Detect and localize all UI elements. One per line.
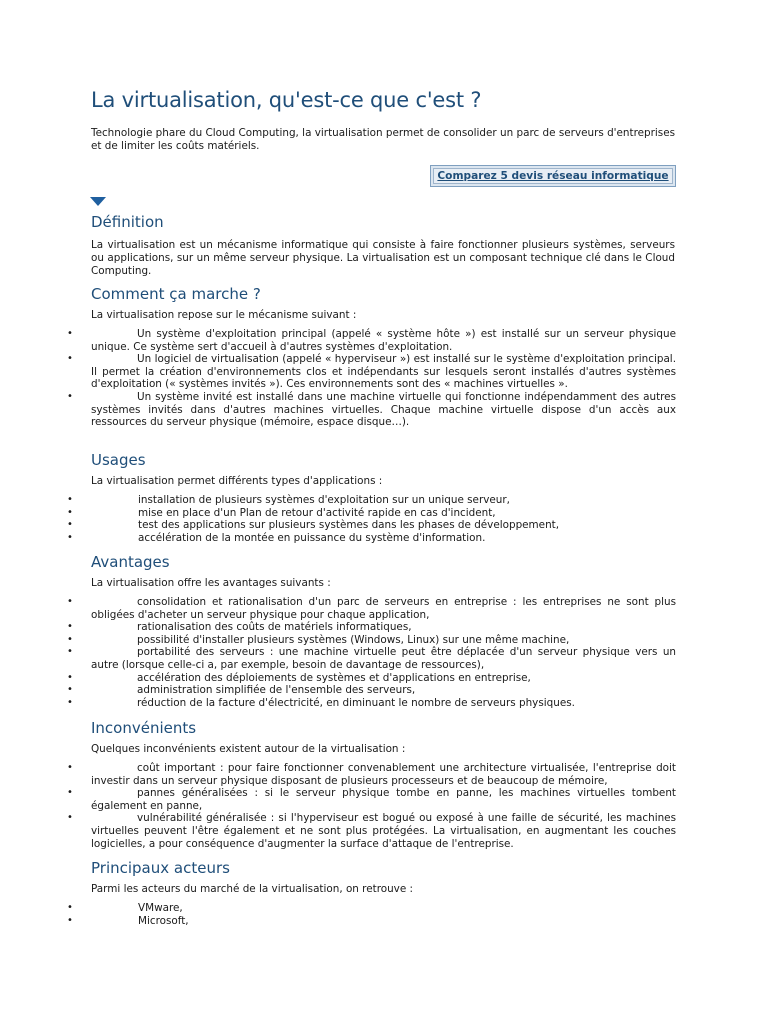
bullet-icon: •	[67, 531, 73, 543]
bullet-icon: •	[67, 762, 73, 773]
bullet-icon: •	[67, 506, 73, 518]
section-heading-acteurs: Principaux acteurs	[91, 859, 230, 877]
section-heading-inconvenients: Inconvénients	[91, 719, 197, 737]
section-heading-fonctionnement: Comment ça marche ?	[91, 285, 261, 303]
bullet-icon: •	[67, 902, 73, 913]
list-item: • installation de plusieurs systèmes d'exploitation sur un unique serveur,	[67, 494, 510, 506]
avantages-list	[65, 596, 676, 709]
bullet-icon: •	[67, 328, 73, 339]
bullet-icon: •	[67, 787, 73, 799]
list-item: • Un logiciel de virtualisation (appelé « hyperviseur ») est installé sur le système d'exploitation principal. Il permet la création d'environnements clos et indépendants sur lesquels seront installés d'autres systèmes d'exploitation (« systèmes invités »). Ces environnements sont des « machines virtuelles ».	[67, 353, 676, 391]
bullet-icon: •	[67, 519, 73, 531]
list-item: • Microsoft,	[67, 914, 189, 927]
list-item: • consolidation et rationalisation d'un parc de serveurs en entreprise : les entreprises ne sont plus obligées d'acheter un serveur physique pour chaque application,	[67, 596, 676, 621]
list-item: • test des applications sur plusieurs systèmes dans les phases de développement,	[67, 519, 560, 532]
compare-quotes-button[interactable]	[430, 165, 676, 187]
list-item: • accélération de la montée en puissance du système d'information.	[67, 531, 486, 544]
bullet-icon: •	[67, 812, 73, 824]
bullet-icon: •	[67, 494, 73, 505]
section-heading-definition: Définition	[91, 213, 164, 231]
inconvenients-list	[65, 762, 676, 850]
list-item: • pannes généralisées : si le serveur physique tombe en panne, les machines virtuelles tombent également en panne,	[67, 787, 676, 812]
list-item: • mise en place d'un Plan de retour d'activité rapide en cas d'incident,	[67, 506, 496, 519]
definition-text: La virtualisation est un mécanisme informatique qui consiste à faire fonctionner plusieurs systèmes, serveurs ou applications, sur un même serveur physique. La virtualisation est un composant technique clé dans le Cloud Computing.	[91, 239, 675, 277]
bullet-icon: •	[67, 646, 73, 658]
bullet-icon: •	[67, 596, 73, 607]
bullet-icon: •	[67, 621, 73, 633]
list-item: • rationalisation des coûts de matériels informatiques,	[67, 621, 412, 634]
compare-quotes-label[interactable]: Comparez 5 devis réseau informatique	[433, 168, 673, 184]
page-title: La virtualisation, qu'est-ce que c'est ?	[91, 88, 482, 112]
section-heading-usages: Usages	[91, 451, 146, 469]
list-item: • Un système invité est installé dans une machine virtuelle qui fonctionne indépendamment des autres systèmes invités dans d'autres machines virtuelles. Chaque machine virtuelle dispose d'un accès aux ressources du serveur physique (mémoire, espace disque…).	[67, 390, 676, 429]
usages-intro: La virtualisation permet différents types d'applications :	[91, 475, 383, 487]
bullet-icon: •	[67, 914, 73, 926]
intro-paragraph: Technologie phare du Cloud Computing, la virtualisation permet de consolider un parc de serveurs d'entreprises et de limiter les coûts matériels.	[91, 127, 675, 152]
bullet-icon: •	[67, 390, 73, 402]
fonctionnement-list	[65, 328, 676, 429]
list-item: • vulnérabilité généralisée : si l'hyperviseur est bogué ou exposé à une faille de sécurité, les machines virtuelles peuvent l'être également et ne sont plus protégées. La virtualisation, en augmentant les couches logicielles, a pour conséquence d'augmenter la surface d'attaque de l'entreprise.	[67, 812, 676, 850]
list-item: • possibilité d'installer plusieurs systèmes (Windows, Linux) sur une même machine,	[67, 633, 570, 646]
list-item: • administration simplifiée de l'ensemble des serveurs,	[67, 684, 416, 697]
usages-list	[65, 494, 676, 544]
list-item: • Un système d'exploitation principal (appelé « système hôte ») est installé sur un serveur physique unique. Ce système sert d'accueil à d'autres systèmes d'exploitation.	[67, 328, 676, 353]
list-item: • VMware,	[67, 902, 183, 914]
acteurs-intro: Parmi les acteurs du marché de la virtualisation, on retrouve :	[91, 883, 414, 895]
list-item: • accélération des déploiements de systèmes et d'applications en entreprise,	[67, 671, 531, 684]
bullet-icon: •	[67, 671, 73, 683]
list-item: • coût important : pour faire fonctionner convenablement une architecture virtualisée, l'entreprise doit investir dans un serveur physique disposant de plusieurs processeurs et de beaucoup de mémoire,	[67, 762, 676, 787]
acteurs-list	[65, 902, 676, 927]
bullet-icon: •	[67, 684, 73, 696]
list-item: • réduction de la facture d'électricité, en diminuant le nombre de serveurs physiques.	[67, 696, 575, 709]
fonctionnement-intro: La virtualisation repose sur le mécanisme suivant :	[91, 309, 357, 321]
avantages-intro: La virtualisation offre les avantages suivants :	[91, 577, 331, 589]
bullet-icon: •	[67, 696, 73, 708]
bullet-icon: •	[67, 353, 73, 365]
collapse-triangle-icon[interactable]	[90, 197, 106, 206]
bullet-icon: •	[67, 633, 73, 645]
section-heading-avantages: Avantages	[91, 553, 170, 571]
list-item: • portabilité des serveurs : une machine virtuelle peut être déplacée d'un serveur physique vers un autre (lorsque celle-ci a, par exemple, besoin de davantage de ressources),	[67, 646, 676, 671]
inconvenients-intro: Quelques inconvénients existent autour de la virtualisation :	[91, 743, 406, 755]
